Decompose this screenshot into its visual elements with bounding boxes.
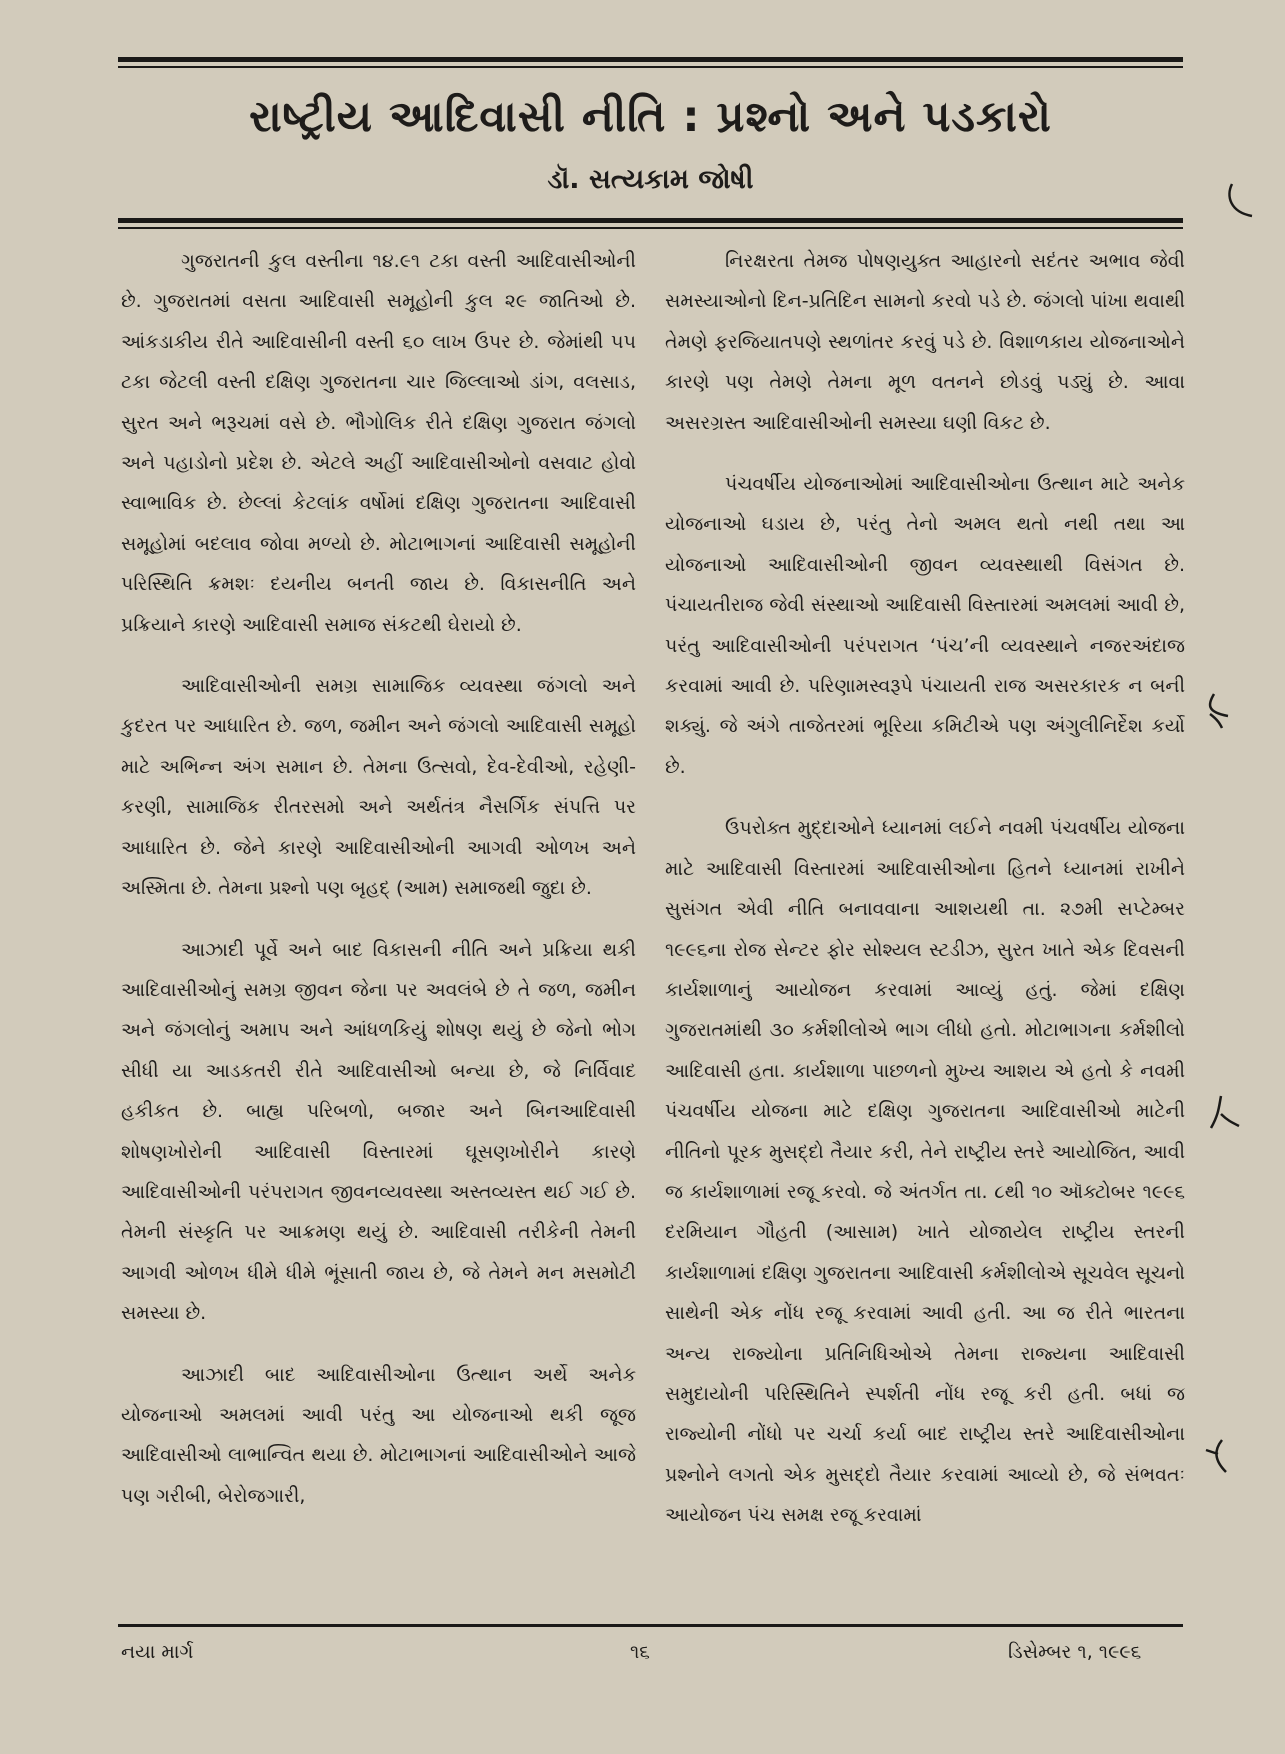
margin-tick-mark — [1205, 1092, 1245, 1132]
margin-tick-mark — [1200, 1436, 1240, 1476]
right-column — [665, 241, 1185, 1536]
paragraph: આદિવાસીઓની સમગ્ર સામાજિક વ્યવસ્થા જંગલો અને કુદરત પર આધારિત છે. જળ, જમીન અને જંગલો આદિવાસી સમૂહો માટે અભિન્ન અંગ સમાન છે. તેમના ઉત્સવો, દેવ-દેવીઓ, રહેણી-કરણી, સામાજિક રીતરસમો અને અર્થતંત્ર નૈસર્ગિક સંપત્તિ પર આધારિત છે. જેને કારણે આદિવાસીઓની આગવી ઓળખ અને અસ્મિતા છે. તેમના પ્રશ્નો પણ બૃહદ્ (આમ) સમાજથી જુદા છે. — [121, 675, 636, 900]
paragraph: આઝાદી પૂર્વે અને બાદ વિકાસની નીતિ અને પ્રક્રિયા થકી આદિવાસીઓનું સમગ્ર જીવન જેના પર અવલંબે છે તે જળ, જમીન અને જંગલોનું અમાપ અને આંધળકિયું શોષણ થયું છે જેનો ભોગ સીધી યા આડકતરી રીતે આદિવાસીઓ બન્યા છે, જે નિર્વિવાદ હકીકત છે. બાહ્ય પરિબળો, બજાર અને બિનઆદિવાસી શોષણખોરોની આદિવાસી વિસ્તારમાં ઘૂસણખોરીને કારણે આદિવાસીઓની પરંપરાગત જીવનવ્યવસ્થા અસ્તવ્યસ્ત થઈ ગઈ છે. તેમની સંસ્કૃતિ પર આક્રમણ થયું છે. આદિવાસી તરીકેની તેમની આગવી ઓળખ ધીમે ધીમે ભૂંસાતી જાય છે, જે તેમને મન મસમોટી સમસ્યા છે. — [121, 938, 636, 1325]
margin-tick-mark — [1222, 182, 1262, 222]
paragraph: નિરક્ષરતા તેમજ પોષણયુક્ત આહારનો સદંતર અભાવ જેવી સમસ્યાઓનો દિન-પ્રતિદિન સામનો કરવો પડે છે. જંગલો પાંખા થવાથી તેમણે ફરજિયાતપણે સ્થળાંતર કરવું પડે છે. વિશાળકાય યોજનાઓને કારણે પણ તેમણે તેમના મૂળ વતનને છોડવું પડ્યું છે. આવા અસરગ્રસ્ત આદિવાસીઓની સમસ્યા ઘણી વિકટ છે. — [665, 250, 1185, 434]
footer-page-number: ૧૬ — [630, 1641, 650, 1663]
top-rule-thin — [118, 66, 1183, 68]
left-column — [121, 241, 636, 1516]
footer-date: ડિસેમ્બર ૧, ૧૯૯૬ — [1008, 1641, 1142, 1663]
footer-rule — [118, 1624, 1183, 1627]
header-rule — [118, 218, 1183, 223]
footer-magazine-name: નયા માર્ગ — [121, 1641, 194, 1663]
header-rule-thin — [118, 227, 1183, 229]
article-title: રાષ્ટ્રીય આદિવાસી નીતિ : પ્રશ્નો અને પડકારો — [249, 92, 1052, 142]
paragraph: પંચવર્ષીય યોજનાઓમાં આદિવાસીઓના ઉત્થાન માટે અનેક યોજનાઓ ઘડાય છે, પરંતુ તેનો અમલ થતો નથી તથા આ યોજનાઓ આદિવાસીઓની જીવન વ્યવસ્થાથી વિસંગત છે. પંચાયતીરાજ જેવી સંસ્થાઓ આદિવાસી વિસ્તારમાં અમલમાં આવી છે, પરંતુ આદિવાસીઓની પરંપરાગત ‘પંચ’ની વ્યવસ્થાને નજરઅંદાજ કરવામાં આવી છે. પરિણામસ્વરૂપે પંચાયતી રાજ અસરકારક ન બની શક્યું. જે અંગે તાજેતરમાં ભૂરિયા કમિટીએ પણ અંગુલીનિર્દેશ કર્યો છે. — [665, 473, 1185, 778]
paragraph: આઝાદી બાદ આદિવાસીઓના ઉત્થાન અર્થે અનેક યોજનાઓ અમલમાં આવી પરંતુ આ યોજનાઓ થકી જૂજ આદિવાસીઓ લાભાન્વિત થયા છે. મોટાભાગનાં આદિવાસીઓને આજે પણ ગરીબી, બેરોજગારી, — [121, 1363, 636, 1507]
paragraph: ગુજરાતની કુલ વસ્તીના ૧૪.૯૧ ટકા વસ્તી આદિવાસીઓની છે. ગુજરાતમાં વસતા આદિવાસી સમૂહોની કુલ ૨૯ જાતિઓ છે. આંકડાકીય રીતે આદિવાસીની વસ્તી ૬૦ લાખ ઉપર છે. જેમાંથી ૫૫ ટકા જેટલી વસ્તી દક્ષિણ ગુજરાતના ચાર જિલ્લાઓ ડાંગ, વલસાડ, સુરત અને ભરૂચમાં વસે છે. ભૌગોલિક રીતે દક્ષિણ ગુજરાત જંગલો અને પહાડોનો પ્રદેશ છે. એટલે અહીં આદિવાસીઓનો વસવાટ હોવો સ્વાભાવિક છે. છેલ્લાં કેટલાંક વર્ષોમાં દક્ષિણ ગુજરાતના આદિવાસી સમૂહોમાં બદલાવ જોવા મળ્યો છે. મોટાભાગનાં આદિવાસી સમૂહોની પરિસ્થિતિ ક્રમશઃ દયનીય બનતી જાય છે. વિકાસનીતિ અને પ્રક્રિયાને કારણે આદિવાસી સમાજ સંકટથી ઘેરાયો છે. — [121, 250, 636, 636]
margin-tick-mark — [1200, 690, 1240, 730]
paragraph: ઉપરોક્ત મુદ્દાઓને ધ્યાનમાં લઈને નવમી પંચવર્ષીય યોજના માટે આદિવાસી વિસ્તારમાં આદિવાસીઓના હિતને ધ્યાનમાં રાખીને સુસંગત એવી નીતિ બનાવવાના આશયથી તા. ૨૭મી સપ્ટેમ્બર ૧૯૯૬ના રોજ સેન્ટર ફોર સોશ્યલ સ્ટડીઝ, સુરત ખાતે એક દિવસની કાર્યશાળાનું આયોજન કરવામાં આવ્યું હતું. જેમાં દક્ષિણ ગુજરાતમાંથી ૩૦ કર્મશીલોએ ભાગ લીધો હતો. મોટાભાગના કર્મશીલો આદિવાસી હતા. કાર્યશાળા પાછળનો મુખ્ય આશય એ હતો કે નવમી પંચવર્ષીય યોજના માટે દક્ષિણ ગુજરાતના આદિવાસીઓ માટેની નીતિનો પૂરક મુસદ્દો તૈયાર કરી, તેને રાષ્ટ્રીય સ્તરે આયોજિત, આવી જ કાર્યશાળામાં રજૂ કરવો. જે અંતર્ગત તા. ૮થી ૧૦ ઑક્ટોબર ૧૯૯૬ દરમિયાન ગૌહતી (આસામ) ખાતે યોજાયેલ રાષ્ટ્રીય સ્તરની કાર્યશાળામાં દક્ષિણ ગુજરાતના આદિવાસી કર્મશીલોએ સૂચવેલ સૂચનો સાથેની એક નોંધ રજૂ કરવામાં આવી હતી. આ જ રીતે ભારતના અન્ય રાજ્યોના પ્રતિનિધિઓએ તેમના રાજ્યના આદિવાસી સમુદાયોની પરિસ્થિતિને સ્પર્શતી નોંધ રજૂ કરી હતી. બધાં જ રાજ્યોની નોંધો પર ચર્ચા કર્યા બાદ રાષ્ટ્રીય સ્તરે આદિવાસીઓના પ્રશ્નોને લગતો એક મુસદ્દો તૈયાર કરવામાં આવ્યો છે, જે સંભવતઃ આયોજન પંચ સમક્ષ રજૂ કરવામાં — [665, 817, 1185, 1527]
top-rule — [118, 57, 1183, 62]
article-author: ડૉ. સત્યકામ જોષી — [547, 164, 754, 195]
